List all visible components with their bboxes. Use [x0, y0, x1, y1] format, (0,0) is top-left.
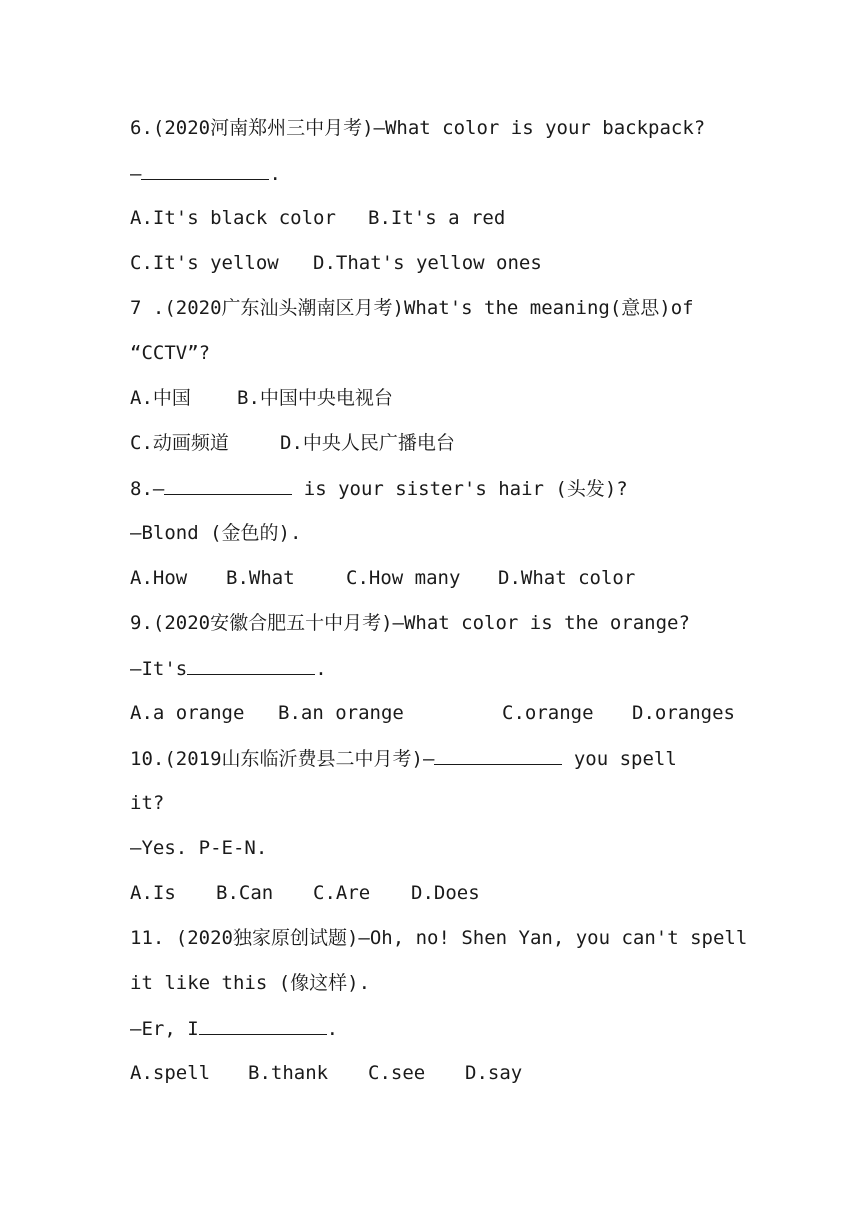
q9-answer-line: [130, 656, 327, 681]
q6-option-a[interactable]: A.It's black color: [130, 207, 336, 229]
q8-option-b[interactable]: B.What: [226, 567, 295, 589]
q7-stem-continued: “CCTV”?: [130, 342, 211, 364]
q11-stem-continued: it like this (像这样).: [130, 972, 371, 994]
q8-option-c[interactable]: C.How many: [346, 567, 461, 589]
q9-option-b[interactable]: B.an orange: [278, 702, 404, 724]
q8-options: [130, 566, 635, 590]
q11-option-c[interactable]: C.see: [368, 1062, 426, 1084]
q11-answer-prefix: —Er, I: [130, 1018, 199, 1040]
q11-option-b[interactable]: B.thank: [248, 1062, 329, 1084]
q10-suffix: you spell: [562, 748, 677, 770]
q9-option-c[interactable]: C.orange: [502, 702, 594, 724]
q11-option-a[interactable]: A.spell: [130, 1062, 211, 1084]
q10-stem-continued: it?: [130, 792, 165, 814]
q9-option-a[interactable]: A.a orange: [130, 702, 245, 724]
q9-answer-blank[interactable]: [187, 656, 315, 675]
q8-option-d[interactable]: D.What color: [498, 567, 636, 589]
q7-option-a[interactable]: A.中国: [130, 387, 191, 409]
q9-options: [130, 701, 735, 725]
q10-stem: [130, 746, 677, 771]
q7-options-row2: [130, 431, 455, 455]
q11-option-d[interactable]: D.say: [465, 1062, 523, 1084]
q10-prefix: 10.(2019山东临沂费县二中月考)—: [130, 748, 435, 770]
q11-answer-suffix: .: [326, 1018, 339, 1040]
q10-option-d[interactable]: D.Does: [411, 882, 480, 904]
q8-stem: [130, 476, 628, 501]
q10-option-b[interactable]: B.Can: [216, 882, 274, 904]
q9-answer-prefix: —It's: [130, 658, 188, 680]
q7-stem: 7 .(2020广东汕头潮南区月考)What's the meaning(意思)of: [130, 297, 694, 319]
q9-answer-suffix: .: [315, 658, 327, 680]
q10-option-c[interactable]: C.Are: [313, 882, 371, 904]
q7-options-row1: [130, 386, 393, 410]
q10-options: [130, 881, 480, 905]
q6-answer-prefix: —: [130, 163, 142, 185]
q7-option-d[interactable]: D.中央人民广播电台: [280, 432, 455, 454]
q10-reply: —Yes. P-E-N.: [130, 837, 268, 859]
q9-stem: 9.(2020安徽合肥五十中月考)—What color is the orange?: [130, 612, 690, 634]
q6-option-c[interactable]: C.It's yellow: [130, 252, 279, 274]
q9-option-d[interactable]: D.oranges: [632, 702, 735, 724]
q10-option-a[interactable]: A.Is: [130, 882, 176, 904]
q8-option-a[interactable]: A.How: [130, 567, 188, 589]
q11-options: [130, 1061, 522, 1085]
q11-answer-line: [130, 1016, 338, 1041]
q11-answer-blank[interactable]: [199, 1016, 327, 1035]
q6-answer-blank[interactable]: [141, 161, 269, 180]
q7-option-b[interactable]: B.中国中央电视台: [237, 387, 393, 409]
q8-answer-blank[interactable]: [164, 476, 292, 495]
q11-stem: 11. (2020独家原创试题)—Oh, no! Shen Yan, you can't spell: [130, 927, 748, 949]
q8-reply: —Blond (金色的).: [130, 522, 302, 544]
q6-options-row2: [130, 251, 542, 275]
q6-option-b[interactable]: B.It's a red: [368, 207, 506, 229]
q6-option-d[interactable]: D.That's yellow ones: [313, 252, 542, 274]
q10-answer-blank[interactable]: [434, 746, 562, 765]
q6-options-row1: [130, 206, 505, 230]
q8-suffix: is your sister's hair (头发)?: [292, 478, 628, 500]
q8-prefix: 8.—: [130, 478, 165, 500]
q6-stem: 6.(2020河南郑州三中月考)—What color is your backpack?: [130, 117, 706, 139]
q6-answer-suffix: .: [269, 163, 281, 185]
q7-option-c[interactable]: C.动画频道: [130, 432, 229, 454]
q6-answer-line: [130, 161, 281, 186]
